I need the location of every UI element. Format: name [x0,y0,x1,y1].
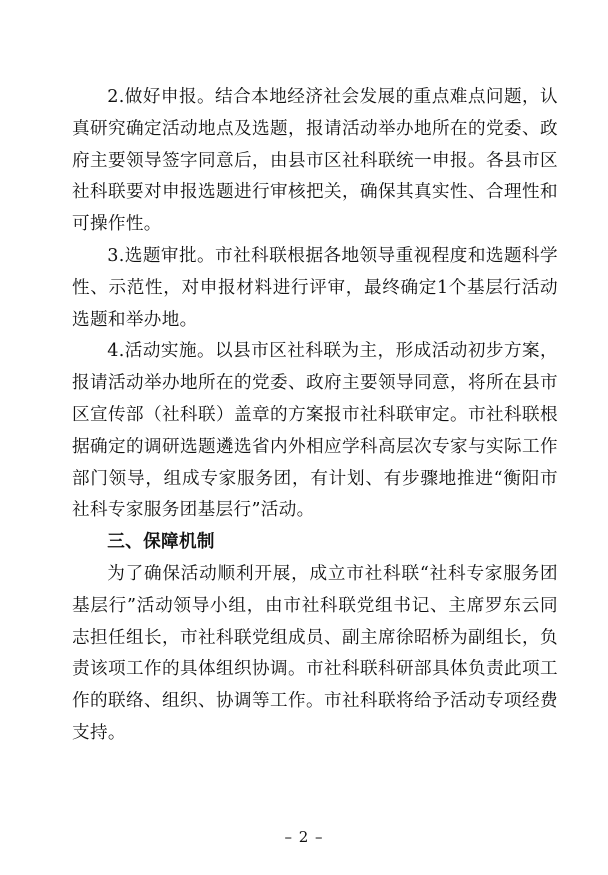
paragraph-guarantee-mechanism: 为了确保活动顺利开展，成立市社科联“社科专家服务团基层行”活动领导小组，由市社科联党组书记、主席罗东云同志担任组长，市社科联党组成员、副主席徐昭桥为副组长，负责该项工作的具体组织协调。市社科联科研部具体负责此项工作的联络、组织、协调等工作。市社科联将给予活动专项经费支持。 [72,563,558,743]
page-number: – 2 – [284,828,324,846]
paragraph-implementation: 4.活动实施。以县市区社科联为主，形成活动初步方案，报请活动举办地所在的党委、政府主要领导同意，将所在县市区宣传部（社科联）盖章的方案报市社科联审定。市社科联根据确定的调研选题遴选省内外相应学科高层次专家与实际工作部门领导，组成专家服务团，有计划、有步骤地推进“衡阳市社科专家服务团基层行”活动。 [72,341,558,521]
paragraph-topic-approval: 3.选题审批。市社科联根据各地领导重视程度和选题科学性、示范性，对申报材料进行评审，最终确定1个基层行活动选题和举办地。 [72,245,558,330]
section-heading: 三、保障机制 [107,532,215,553]
paragraph-application: 2.做好申报。结合本地经济社会发展的重点难点问题，认真研究确定活动地点及选题，报请活动举办地所在的党委、政府主要领导签字同意后，由县市区社科联统一申报。各县市区社科联要对申报选题进行审核把关，确保其真实性、合理性和可操作性。 [72,87,558,235]
document-body [72,82,558,750]
